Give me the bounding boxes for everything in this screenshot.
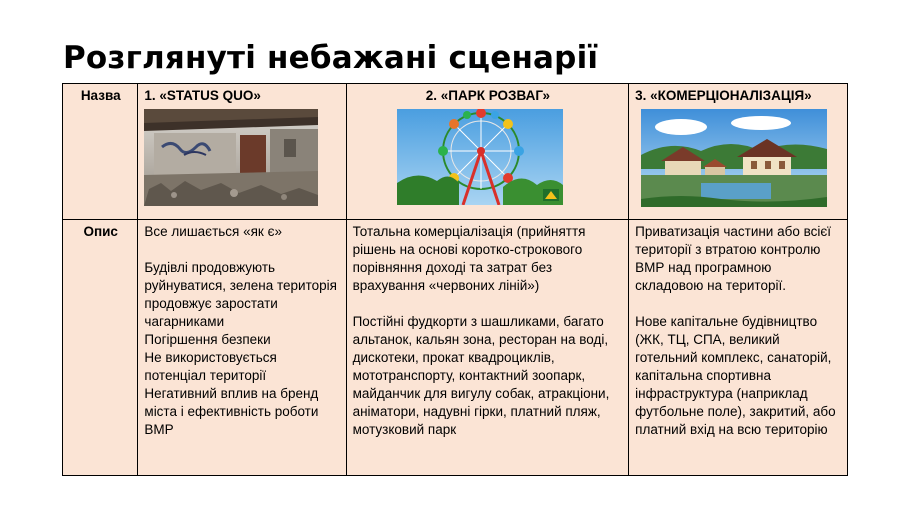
description-cell-1: [138, 220, 346, 476]
scenario-cell-2: [346, 84, 629, 220]
row-label-cell: [63, 84, 138, 220]
scenario-description-3: Приватизація частини або всієї території з втратою контролю ВМР над програмною складовою на території. Нове капітальне будівництво (ЖК, ТЦ, СПА, великий готельний комплекс, санаторій, капітальна спортивна інфраструктура (наприклад футбольне поле), закритий, або платний вхід на всю територію: [635, 224, 836, 437]
scenario-header-2: 2. «ПАРК РОЗВАГ»: [425, 88, 550, 103]
scenario-description-2: Тотальна комерціалізація (прийняття рішень на основі коротко-строкового порівняння доході та затрат без врахування «червоних ліній») Постійні фудкорти з шашликами, багато альтанок, кальян зона, ресторан на воді, дискотеки, прокат квадроциклів, мототранспорту, контактний зоопарк, майданчик для вигулу собак, атракціони, аніматори, надувні гірки, платний пляж, мотузковий парк: [352, 224, 610, 437]
scenario-header-3: 3. «КОМЕРЦІОНАЛІЗАЦІЯ»: [635, 88, 812, 103]
description-cell-3: [629, 220, 848, 476]
scenario-header-1: 1. «STATUS QUO»: [144, 88, 261, 103]
scenario-cell-3: [629, 84, 848, 220]
resort-complex-photo: [635, 109, 842, 207]
row-label-description: Опис: [83, 224, 118, 239]
abandoned-building-photo: [144, 109, 340, 206]
scenarios-table: [62, 83, 848, 476]
table-row-description: [63, 220, 848, 476]
scenario-description-1: Все лишається «як є» Будівлі продовжують руйнуватися, зелена територія продовжує заростати чагарниками Погіршення безпеки Не використовується потенціал території Негативний вплив на бренд міста і ефективність роботи ВМР: [144, 224, 337, 437]
slide-title: Розглянуті небажані сценарії: [63, 40, 599, 76]
ferris-wheel-photo: [353, 109, 624, 205]
row-label-cell: [63, 220, 138, 476]
scenario-cell-1: [138, 84, 346, 220]
table-row-name: [63, 84, 848, 220]
description-cell-2: [346, 220, 629, 476]
row-label-name: Назва: [80, 88, 121, 103]
